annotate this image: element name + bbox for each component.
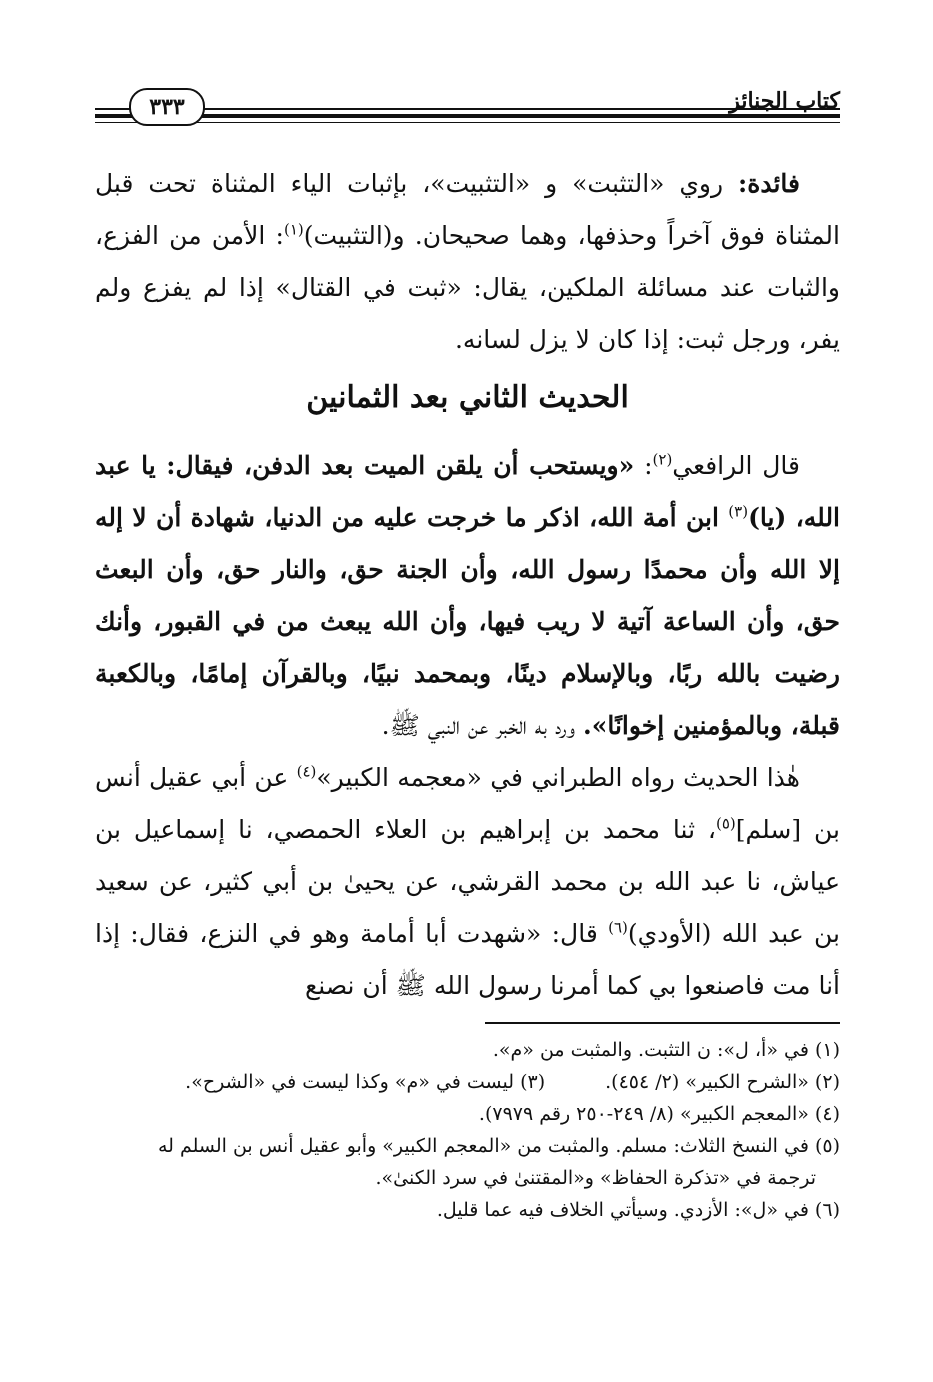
header-rule-thick <box>95 114 840 118</box>
intro-label: فائدة: <box>738 169 800 198</box>
book-title: كتاب الجنائز <box>729 88 840 114</box>
footnote-ref-5: (٥) <box>715 814 736 833</box>
hadith-colon: : <box>634 451 653 480</box>
footnote-ref-1: (١) <box>283 220 304 239</box>
footnote-5: (٥) في النسخ الثلاث: مسلم. والمثبت من «المعجم الكبير» وأبو عقيل أنس بن السلم له <box>157 1135 840 1157</box>
footnote-1: (١) في «أ، ل»: ن التثبت. والمثبت من «م». <box>492 1039 840 1061</box>
footnote-ref-2: (٢) <box>652 450 673 469</box>
page-header <box>95 84 840 128</box>
commentary-part-4: قال: «شهدت أبا أمامة وهو في النزع، فقال: إذا أنا مت فاصنعوا بي كما أمرنا رسول الله ﷺ أن نصنع <box>95 919 840 1000</box>
hadith-quote-2: ابن أمة الله، اذكر ما خرجت عليه من الدنيا، شهادة أن لا إله إلا الله وأن محمدًا رسول الله، وأن الجنة حق، والنار حق، وأن البعث حق، وأن الساعة آتية لا ريب فيها، وأن الله يبعث من في القبور، وأنك رضيت بالله ربًا، وبالإسلام دينًا، وبمحمد نبيًا، وبالقرآن إمامًا، وبالكعبة قبلة، وبالمؤمنين إخوانًا». <box>95 503 840 740</box>
header-rule-bottom <box>95 122 840 123</box>
hadith-tail: ورد به الخبر عن النبي ﷺ. <box>381 711 584 740</box>
page-number: ٣٣٣ <box>129 88 205 126</box>
footnote-5-continued: ترجمة في «تذكرة الحفاظ» و«المقتنىٰ في سرد الكنىٰ». <box>375 1167 816 1189</box>
footnote-ref-4: (٤) <box>296 762 317 781</box>
intro-paragraph <box>95 158 840 366</box>
footnote-6: (٦) في «ل»: الأزدي. وسيأتي الخلاف فيه عما قليل. <box>436 1199 840 1221</box>
commentary-paragraph <box>95 752 840 1012</box>
section-title: الحديث الثاني بعد الثمانين <box>306 380 629 415</box>
footnote-row-2-3 <box>95 1066 840 1098</box>
footnote-separator <box>485 1022 840 1024</box>
footnote-ref-3: (٣) <box>728 502 749 521</box>
hadith-paragraph <box>95 440 840 1012</box>
hadith-quote-1: «ويستحب أن يلقن الميت بعد الدفن، فيقال: يا عبد الله، (يا) <box>95 451 841 532</box>
commentary-part-3: ، ثنا محمد بن إبراهيم بن العلاء الحمصي، نا إسماعيل بن عياش، نا عبد الله بن محمد القرشي، عن يحيىٰ بن أبي كثير، عن سعيد بن عبد الله (الأودي) <box>95 815 841 948</box>
intro-text-2: : الأمن من الفزع، والثبات عند مسائلة الملكين، يقال: «ثبت في القتال» إذا لم يفزع ولم يفر، ورجل ثبت: إذا كان لا يزل لسانه. <box>95 221 840 354</box>
intro-text: روي «التثبت» و «التثبيت»، بإثبات الياء المثناة تحت قبل المثناة فوق آخراً وحذفها، وهما صحيحان. و(التثبيت) <box>95 169 840 250</box>
footnote-4: (٤) «المعجم الكبير» (٨/ ٢٤٩-٢٥٠ رقم ٧٩٧٩). <box>478 1103 840 1125</box>
footnotes <box>95 1034 840 1226</box>
footnote-ref-6: (٦) <box>608 918 628 937</box>
footnote-3: (٣) ليست في «م» وكذا ليست في «الشرح». <box>185 1071 546 1093</box>
footnote-2: (٢) «الشرح الكبير» (٢/ ٤٥٤). <box>605 1071 840 1093</box>
commentary-part-1: هٰذا الحديث رواه الطبراني في «معجمه الكبير» <box>316 763 800 792</box>
commentary-part-2: عن أبي عقيل أنس بن [سلم] <box>95 763 840 844</box>
hadith-speaker: قال الرافعي <box>672 451 800 480</box>
